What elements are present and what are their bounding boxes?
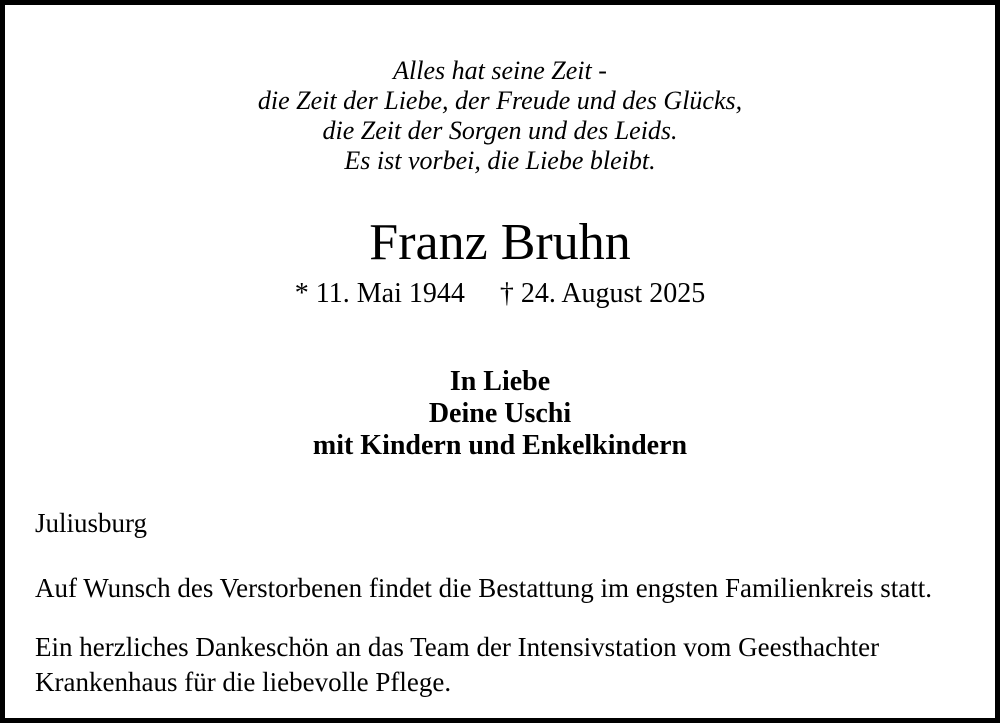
family-closing xyxy=(5,366,995,462)
family-line: mit Kindern und Enkelkindern xyxy=(312,430,688,461)
funeral-notice: Auf Wunsch des Verstorbenen findet die Bestattung im engsten Familienkreis statt. xyxy=(35,573,932,603)
thanks-notice xyxy=(35,630,967,700)
poem-line: die Zeit der Liebe, der Freude und des Glücks, xyxy=(257,86,743,115)
family-line: Deine Uschi xyxy=(428,398,572,429)
deceased-name: Franz Bruhn xyxy=(369,214,631,271)
poem-line: die Zeit der Sorgen und des Leids. xyxy=(322,116,678,145)
life-dates xyxy=(5,278,995,310)
poem-line: Es ist vorbei, die Liebe bleibt. xyxy=(344,146,656,175)
poem-line: Alles hat seine Zeit - xyxy=(393,56,607,85)
thanks-line: Krankenhaus für die liebevolle Pflege. xyxy=(35,667,452,697)
birth-date: * 11. Mai 1944 xyxy=(294,278,465,309)
location-line: Juliusburg xyxy=(35,508,148,538)
death-date: † 24. August 2025 xyxy=(499,278,706,309)
memorial-poem xyxy=(5,56,995,176)
thanks-line: Ein herzliches Dankeschön an das Team der Intensivstation vom Geesthachter xyxy=(35,632,880,662)
family-line: In Liebe xyxy=(449,366,551,397)
